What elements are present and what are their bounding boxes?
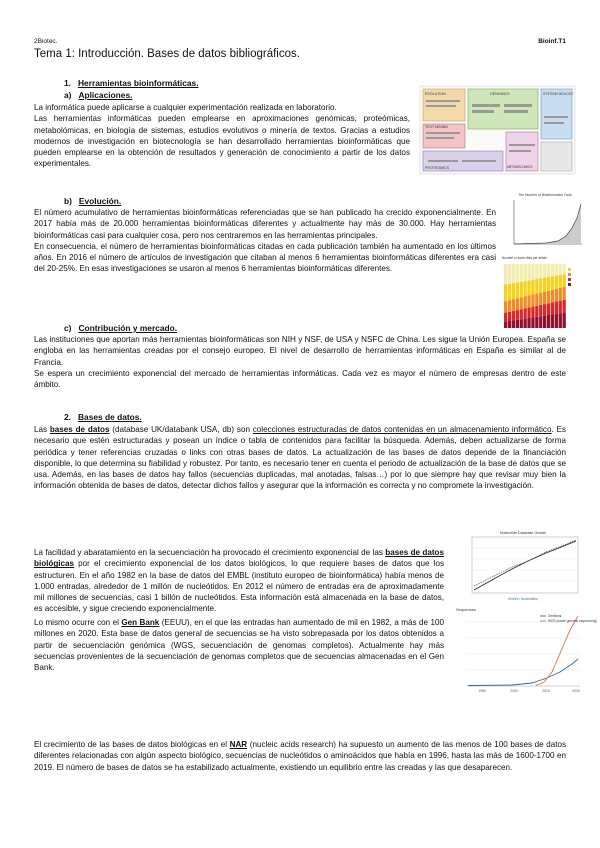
bar-segment (543, 304, 546, 316)
bar-segment (512, 283, 515, 299)
bar-segment (547, 264, 550, 277)
bar-segment (547, 303, 550, 315)
bar-segment (531, 317, 534, 328)
diagram-box-systems (541, 89, 572, 139)
bar-segment (547, 291, 550, 303)
bold-term: bases de datos (49, 425, 110, 434)
bar-segment (547, 315, 550, 328)
subsection-c-heading (64, 323, 177, 333)
x-tick-label: 2000 (510, 689, 518, 693)
bar-segment (516, 282, 519, 298)
text-run: Lo mismo ocurre con el (34, 618, 122, 627)
nar-paragraph (34, 739, 566, 773)
bar-segment (559, 264, 562, 275)
bar-segment (555, 264, 558, 276)
bar-segment (524, 319, 527, 328)
bar-segment (539, 278, 542, 292)
bar-segment (539, 264, 542, 278)
header-left: 2Biotec. (34, 38, 58, 45)
bar-segment (551, 302, 554, 314)
bar-segment (508, 312, 511, 321)
bar-segment (535, 317, 538, 328)
x-tick-label: 2020 (572, 689, 580, 693)
bar-segment (524, 281, 527, 296)
bar-segment (512, 311, 515, 320)
bar-segment (508, 264, 511, 284)
subsection-c-text (34, 334, 566, 390)
diagram-label-genomics: GENOMICS (490, 92, 510, 96)
definition-underlined: colecciones estructuradas de datos contenidas en un almacenamiento informático (252, 425, 552, 434)
paragraph: Las herramientas informáticas pueden emplearse en aproximaciones genómicas, proteómicas, metabolómicas, en biología de sistemas, estudios evolutivos o minería de textos. Gracias a estudios modernos de investigación en biotecnología se han desarrollado herramientas bioinformáticas que pueden emplearse en la obtención de resultados y generación de conocimiento a partir de los datos experimentales. (34, 114, 410, 169)
bar-segment (555, 289, 558, 302)
diagram-label-textmining: TEXT MINING (425, 125, 449, 129)
bar-segment (535, 264, 538, 279)
text-run: Las (34, 425, 50, 434)
bar-segment (512, 264, 515, 283)
bar-segment (563, 300, 566, 313)
bar-segment (559, 301, 562, 314)
bar-segment (543, 264, 546, 278)
tools-growth-chart (506, 190, 584, 250)
text-run: . Es necesario que estén estructuradas y posean un índice o tabla de contenidos para facilitar la búsqueda. Además, deben actualizarse de forma periódica y tener referencias cruzadas o links con otras bases de datos. La actualización de las bases de datos depende de la financiación disponible, lo que determina su fiabilidad y robustez. Por tanto, es necesario tener en cuenta el periodo de actualización de la base de datos que se usa. Además, en las bases de datos hay fallos (secuencias duplicadas, mal anotadas, falsas…) por lo que siempre hay que revisar muy bien la información obtenida de bases de datos, detectar dichos fallos y asegurar que la información es correcta y no compromete la investigación. (34, 425, 566, 491)
bar-segment (512, 299, 515, 311)
bar-segment (520, 319, 523, 328)
section-2-heading (64, 412, 142, 422)
bar-segment (520, 309, 523, 319)
paragraph: La informática puede aplicarse a cualquier experimentación realizada en laboratorio. (34, 103, 337, 112)
subsection-b-title: Evolución. (78, 196, 122, 206)
paragraph: El número acumulativo de herramientas bioinformáticas referenciadas que se han publicado ha crecido exponencialmente. En 2017 había más de 20.000 herramientas bioinformáticas diferentes y actualmente hay más de 30.000. Hay herramientas bioinformáticas casi para cualquier cosa, pero nos centraremos en las herramientas principales. (34, 208, 496, 240)
bar-segment (520, 297, 523, 309)
x-tick-label: 1990 (478, 689, 486, 693)
subsection-a-heading (64, 90, 132, 100)
bar-segment (535, 279, 538, 294)
bar-segment (527, 318, 530, 328)
subsection-a-text (34, 102, 410, 170)
section-1-number: 1. (64, 78, 71, 88)
diagram-label-proteomics: PROTEOMICS (425, 166, 450, 170)
text-run: El crecimiento de las bases de datos biológicas en el (34, 740, 230, 749)
bar-segment (539, 293, 542, 305)
bar-segment (543, 316, 546, 328)
subsection-b-letter: b) (64, 196, 72, 206)
omics-diagram-figure (420, 86, 575, 174)
bar-segment (504, 322, 507, 328)
bar-segment (555, 314, 558, 328)
stacked-bars (504, 264, 566, 328)
bar-segment (516, 310, 519, 320)
bar-segment (516, 264, 519, 282)
text-run: (nucleic acids research) ha supuesto un aumento de las menos de 100 bases de datos diferentes relacionadas con algún aspecto biológico, secuencias de nucleótidos o aminoácidos que había en 1996, hasta las más de 1600-1700 en 2019. El número de bases de datos se ha estabilizado actualmente, existiendo un equilibrio entre las creadas y las que desaparecen. (34, 740, 566, 772)
paragraph: Las instituciones que aportan más herramientas bioinformáticas son NIH y NSF, de USA y NSFC de China. Les sigue la Unión Europea. España se engloba en las herramientas creadas por el consejo europeo. El nivel de desarrollo de herramientas informáticas en España es similar al de Francia. (34, 335, 566, 367)
bar-segment (531, 295, 534, 307)
series-entries (474, 541, 576, 590)
chart-title: Number of tools cited per article (502, 256, 547, 260)
bar-segment (551, 264, 554, 276)
legend-genbank: GenBank (548, 614, 562, 619)
bold-term: bases de datos biológicas (34, 548, 444, 569)
chart-title: Sequences (456, 607, 477, 612)
bar-segment (539, 316, 542, 328)
section-1-heading (64, 78, 199, 88)
subsection-b-text (34, 207, 496, 275)
bar-segment (516, 320, 519, 328)
subsection-a-title: Aplicaciones. (78, 90, 133, 100)
bar-segment (516, 298, 519, 310)
embl-growth-chart (462, 528, 584, 604)
bar-segment (531, 264, 534, 280)
bar-segment (504, 264, 507, 284)
genbank-wgs-chart (452, 604, 597, 696)
series-wgs (536, 616, 578, 686)
bar-segment (559, 313, 562, 328)
text-run: (EEUU), en el que las entradas han aumentado de mil en 1982, a más de 100 millones en 2020. Esta base de datos general de secuencias se ha visto sobrepasada por los datos obtenidos a partir de secuenciación genómica (WGS, secuenciación de genomas completos). Actualmente hay más secuencias provenientes de la secuenciación de genomas completos que de secuencias almacenadas en el Gen Bank. (34, 618, 444, 673)
growth-area (514, 204, 581, 244)
bar-segment (524, 308, 527, 318)
chart-title: Nucleotide Database Growth (500, 531, 546, 535)
bar-segment (543, 278, 546, 292)
subsection-c-title: Contribución y mercado. (78, 323, 178, 333)
bar-segment (559, 288, 562, 301)
bar-segment (524, 296, 527, 308)
biological-db-paragraph (34, 547, 444, 615)
series-genbank (468, 659, 578, 686)
chart-legend: Entries / Nucleotides (508, 597, 538, 601)
bar-segment (547, 277, 550, 291)
page-title: Tema 1: Introducción. Bases de datos bibliográficos. (34, 48, 300, 60)
legend (568, 268, 571, 286)
diagram-label-evolution: EVOLUTION (425, 92, 446, 96)
bar-segment (520, 264, 523, 282)
bar-segment (504, 301, 507, 313)
bar-segment (543, 292, 546, 304)
bar-segment (508, 300, 511, 312)
bar-segment (512, 320, 515, 328)
bar-segment (551, 290, 554, 303)
bar-segment (508, 284, 511, 300)
bar-segment (563, 313, 566, 328)
bar-segment (531, 307, 534, 318)
paragraph: En consecuencia, el número de herramientas bioinformáticas citadas en cada publicación también ha aumentado en los últimos años. En 2016 el número de artículos de investigación que citaban al menos 6 herramientas bioinformáticas diferentes era casi del 20-25%. En esas investigaciones se usaron al menos 6 herramientas bioinformáticas diferentes. (34, 241, 496, 274)
databases-paragraph (34, 424, 566, 492)
bold-term: NAR (229, 740, 248, 749)
bar-segment (555, 276, 558, 289)
tools-per-article-chart (500, 254, 584, 330)
subsection-b-heading (64, 196, 121, 206)
section-2-title: Bases de datos. (77, 412, 142, 422)
text-run: (database UK/databank USA, db) son (109, 425, 253, 434)
diagram-label-metabolomics: METABOLOMICS (507, 165, 533, 169)
bar-segment (559, 275, 562, 288)
bar-segment (520, 282, 523, 298)
x-tick-label: 2010 (542, 689, 550, 693)
paragraph: Se espera un crecimiento exponencial del mercado de herramientas informáticas. Cada vez es mayor el número de empresas dentro de este ámbito. (34, 368, 566, 390)
chart-title: The Number of Bioinformatics Tools (518, 193, 572, 197)
bar-segment (535, 306, 538, 317)
text-run: por el crecimiento exponencial de los datos biológicos, lo que requiere bases de datos que los estructuren. En el año 1982 en la base de datos del EMBL (instituto europeo de bioinformática) había menos de 1.000 entradas, alrededor de 1 millón de nucleótidos. En 2012 el número de entradas era de aproximadamente mil millones de secuencias, casi 1 billón de nucleótidos. Esta información está almacenada en la base de datos, es accesible, y sigue creciendo exponencialmente. (34, 559, 444, 614)
genbank-paragraph (34, 617, 444, 673)
bar-segment (504, 313, 507, 322)
bar-segment (563, 274, 566, 287)
section-2-number: 2. (64, 412, 71, 422)
bar-segment (524, 264, 527, 281)
legend-wgs: WGS (whole genome sequencing) (548, 619, 597, 624)
bar-segment (535, 294, 538, 306)
bar-segment (527, 295, 530, 307)
bar-segment (531, 280, 534, 295)
bar-segment (551, 314, 554, 328)
bar-segment (527, 264, 530, 280)
subsection-a-letter: a) (64, 90, 72, 100)
text-run: La facilidad y abaratamiento en la secuenciación ha provocado el crecimiento exponencial de las (34, 548, 386, 557)
diagram-label-systems: SYSTEMS BIOLOGY (543, 92, 574, 96)
bar-segment (555, 302, 558, 314)
bar-segment (563, 264, 566, 274)
bar-segment (508, 321, 511, 328)
bar-segment (504, 284, 507, 301)
header-right: Bioinf.T1 (538, 38, 566, 45)
bar-segment (563, 287, 566, 300)
bar-segment (551, 276, 554, 290)
bar-segment (539, 305, 542, 316)
bar-segment (527, 280, 530, 295)
subsection-c-letter: c) (64, 323, 72, 333)
bar-segment (527, 308, 530, 318)
bold-term: Gen Bank (121, 618, 160, 627)
section-1-title: Herramientas bioinformáticas. (77, 78, 199, 88)
